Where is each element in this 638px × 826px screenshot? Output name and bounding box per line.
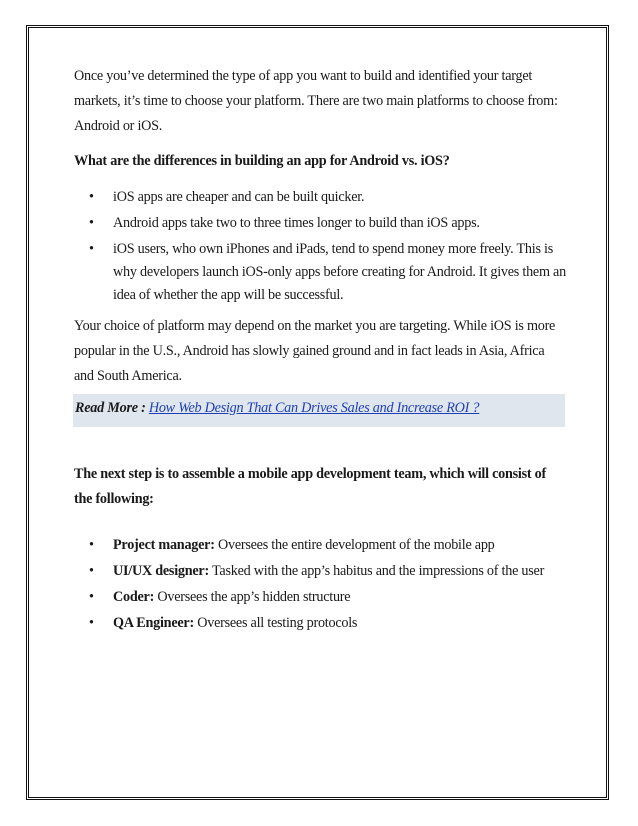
list-item <box>74 212 566 235</box>
role-description: Tasked with the app’s habitus and the impressions of the user <box>208 563 545 579</box>
list-item-text: iOS users, who own iPhones and iPads, tend to spend money more freely. This is why developers launch iOS-only apps before creating for Android. It gives them an idea of whether the app will be successful. <box>113 241 566 303</box>
list-item <box>74 612 566 635</box>
list-item <box>74 586 566 609</box>
bullet-icon: • <box>89 241 94 257</box>
list-item-text: Android apps take two to three times longer to build than iOS apps. <box>113 215 480 231</box>
document-body <box>74 64 566 638</box>
read-more-label: Read More : <box>75 400 149 416</box>
bullet-icon: • <box>89 537 94 553</box>
differences-list <box>74 186 566 307</box>
list-item <box>74 560 566 583</box>
role-name: Project manager: <box>113 537 215 553</box>
list-item <box>74 238 566 307</box>
role-description: Oversees all testing protocols <box>193 615 358 631</box>
list-item-text: iOS apps are cheaper and can be built quicker. <box>113 189 365 205</box>
list-item <box>74 186 566 209</box>
bullet-icon: • <box>89 589 94 605</box>
read-more-box <box>73 394 565 427</box>
role-name: UI/UX designer: <box>113 563 209 579</box>
bullet-icon: • <box>89 215 94 231</box>
role-name: QA Engineer: <box>113 615 194 631</box>
list-item <box>74 534 566 557</box>
team-roles-list <box>74 534 566 635</box>
bullet-icon: • <box>89 615 94 631</box>
platform-choice-paragraph: Your choice of platform may depend on the market you are targeting. While iOS is more popular in the U.S., Android has slowly gained ground and in fact leads in Asia, Africa and South America. <box>74 318 556 384</box>
role-description: Oversees the entire development of the mobile app <box>214 537 495 553</box>
read-more-link[interactable]: How Web Design That Can Drives Sales and Increase ROI ? <box>148 400 480 416</box>
team-heading: The next step is to assemble a mobile app development team, which will consist of the following: <box>74 466 546 507</box>
role-name: Coder: <box>113 589 155 605</box>
differences-heading: What are the differences in building an app for Android vs. iOS? <box>74 153 450 169</box>
bullet-icon: • <box>89 189 94 205</box>
bullet-icon: • <box>89 563 94 579</box>
role-description: Oversees the app’s hidden structure <box>154 589 351 605</box>
intro-paragraph: Once you’ve determined the type of app you want to build and identified your target markets, it’s time to choose your platform. There are two main platforms to choose from: Android or iOS. <box>74 68 558 134</box>
